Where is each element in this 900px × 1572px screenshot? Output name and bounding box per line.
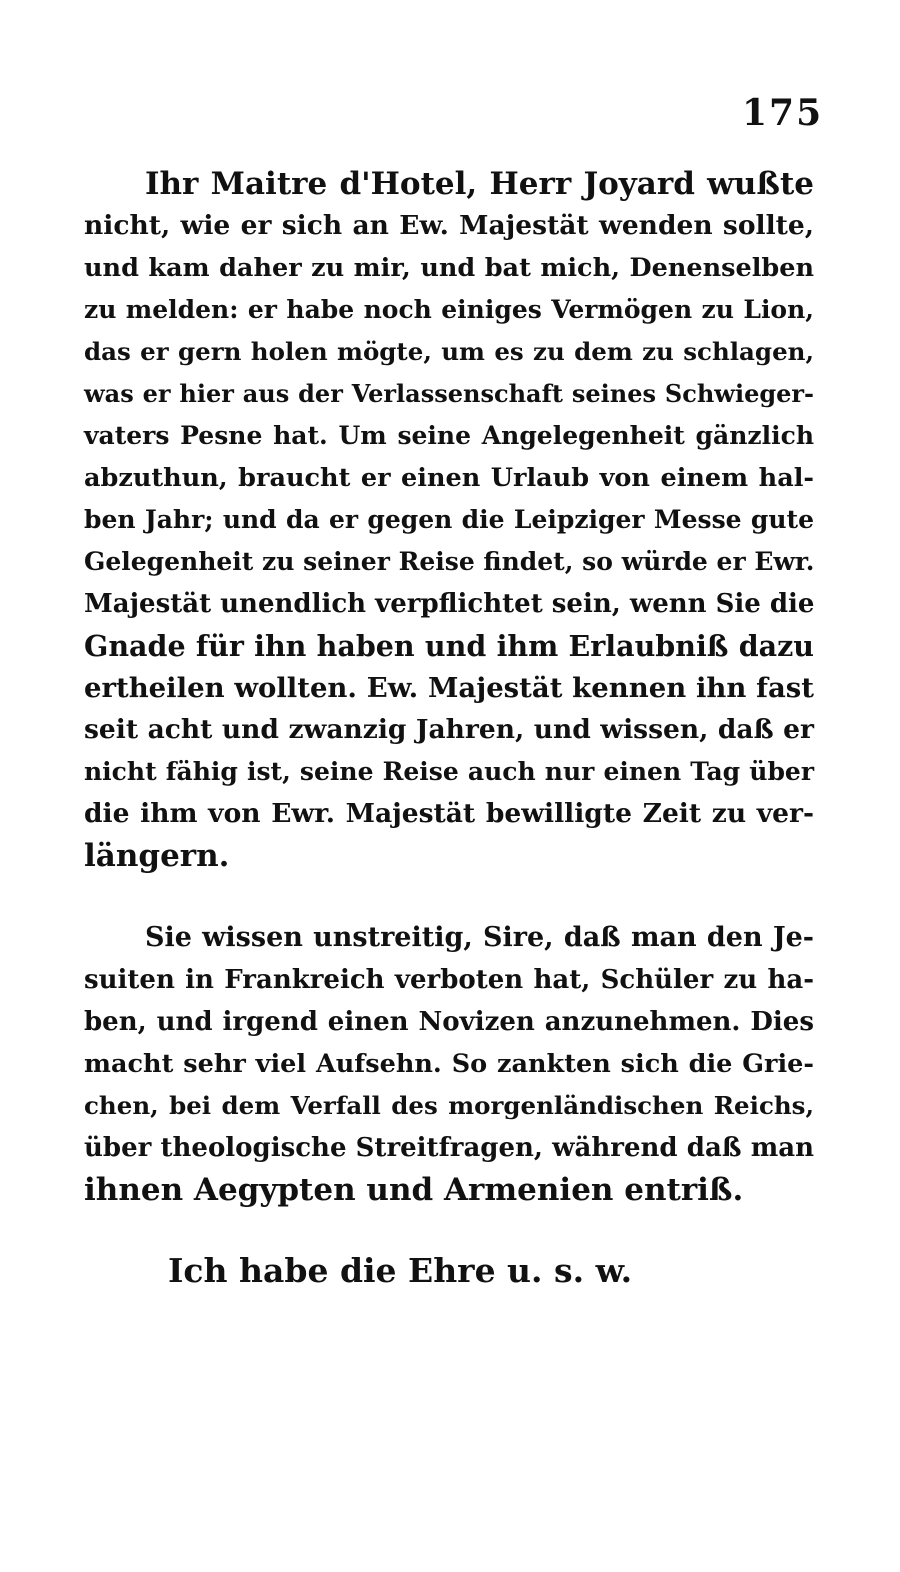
paragraph-1-line-9: ben Jahr; und da er gegen die Leipziger Messe gute (84, 505, 814, 534)
paragraph-2-line-3: ben, und irgend einen Novizen anzunehmen. Dies (84, 1007, 814, 1037)
paragraph-2-line-1: Sie wissen unstreitig, Sire, daß man den Je- (145, 922, 814, 953)
paragraph-1-line-13: ertheilen wollten. Ew. Majestät kennen ihn fast (84, 672, 814, 704)
paragraph-1-line-3: und kam daher zu mir, und bat mich, Denenselben (84, 253, 814, 283)
paragraph-1-line-8: abzuthun, braucht er einen Urlaub von einem hal- (84, 463, 814, 493)
paragraph-1-line-5: das er gern holen mögte, um es zu dem zu schlagen, (84, 337, 814, 366)
paragraph-1-line-7: vaters Pesne hat. Um seine Angelegenheit gänzlich (84, 421, 814, 450)
paragraph-1-line-10: Gelegenheit zu seiner Reise findet, so würde er Ewr. (84, 547, 815, 576)
paragraph-1-line-6: was er hier aus der Verlassenschaft seines Schwieger- (84, 379, 814, 408)
page-number: 175 (742, 92, 824, 134)
closing-line: Ich habe die Ehre u. s. w. (168, 1251, 633, 1290)
paragraph-1-line-2: nicht, wie er sich an Ew. Majestät wenden sollte, (84, 210, 814, 241)
paragraph-1-line-15: nicht fähig ist, seine Reise auch nur einen Tag über (84, 757, 814, 786)
paragraph-2-line-5: chen, bei dem Verfall des morgenländischen Reichs, (84, 1091, 814, 1120)
paragraph-2-line-2: suiten in Frankreich verboten hat, Schüler zu ha- (84, 965, 814, 995)
paragraph-2-line-6: über theologische Streitfragen, während daß man (84, 1133, 814, 1163)
paragraph-1-line-14: seit acht und zwanzig Jahren, und wissen, daß er (84, 714, 814, 745)
paragraph-1-line-4: zu melden: er habe noch einiges Vermögen zu Lion, (84, 295, 814, 324)
paragraph-1-line-12: Gnade für ihn haben und ihm Erlaubniß dazu (84, 629, 814, 663)
paragraph-2-line-4: macht sehr viel Aufsehn. So zankten sich die Grie- (84, 1049, 814, 1079)
paragraph-1-line-1: Ihr Maitre d'Hotel, Herr Joyard wußte (145, 166, 814, 202)
paragraph-1-line-11: Majestät unendlich verpflichtet sein, wenn Sie die (84, 589, 815, 619)
paragraph-2-line-7: ihnen Aegypten und Armenien entriß. (84, 1172, 744, 1208)
paragraph-1-line-16: die ihm von Ewr. Majestät bewilligte Zeit zu ver- (84, 798, 814, 829)
paragraph-1-line-17: längern. (84, 838, 230, 874)
